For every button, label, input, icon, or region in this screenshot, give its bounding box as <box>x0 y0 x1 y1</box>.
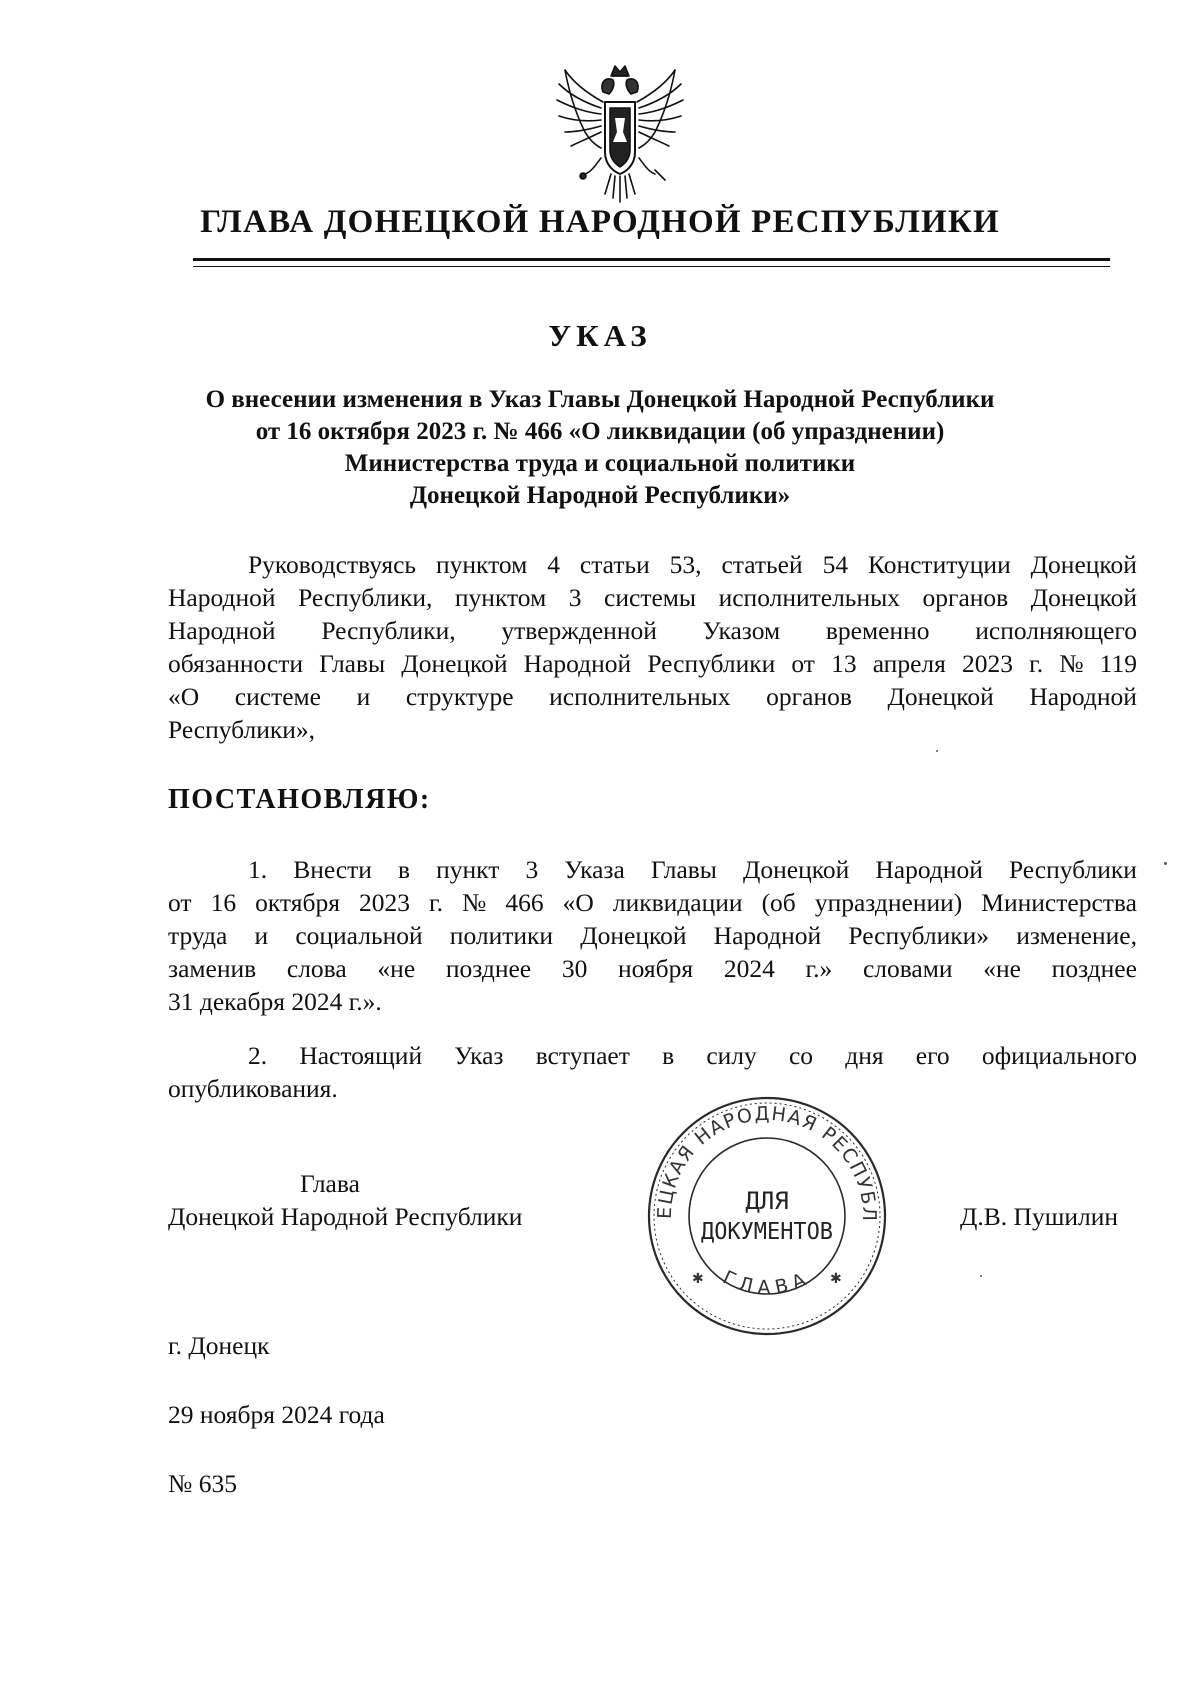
scan-speck <box>936 750 938 752</box>
scan-speck <box>980 1275 982 1277</box>
seal-ring-text-bottom: ГЛАВА <box>719 1266 815 1299</box>
paragraph-line: «О системе и структуре исполнительных органов Донецкой Народной <box>168 682 1137 711</box>
signer-role-line-1: Глава <box>300 1169 360 1198</box>
paragraph-line: Народной Республики, утвержденной Указом временно исполняющего <box>168 616 1137 645</box>
subject-line: О внесении изменения в Указ Главы Донецкой Народной Республики <box>205 386 995 413</box>
document-number: № 635 <box>168 1469 237 1498</box>
seal-center-line-1: ДЛЯ <box>745 1187 789 1215</box>
paragraph-line: труда и социальной политики Донецкой Народной Республики» изменение, <box>168 921 1137 950</box>
seal-ring-text-top: ЕЦКАЯ НАРОДНАЯ РЕСПУБЛ <box>653 1102 881 1223</box>
document-type-heading: УКАЗ <box>548 318 652 353</box>
document-subject <box>120 384 1080 512</box>
subject-line: от 16 октября 2023 г. № 466 «О ликвидации (об упразднении) <box>255 418 945 445</box>
seal-star-icon: ✱ <box>830 1271 842 1287</box>
paragraph-line: 2. Настоящий Указ вступает в силу со дня его официального <box>248 1041 1137 1070</box>
subject-line: Министерства труда и социальной политики <box>344 450 856 477</box>
preamble-paragraph <box>168 548 1137 746</box>
paragraph-line: Народной Республики, пунктом 3 системы исполнительных органов Донецкой <box>168 583 1137 612</box>
seal-center-line-2: ДОКУМЕНТОВ <box>701 1219 833 1245</box>
issuer-title: ГЛАВА ДОНЕЦКОЙ НАРОДНОЙ РЕСПУБЛИКИ <box>200 204 1000 240</box>
svg-text:ГЛАВА <box>719 1266 814 1298</box>
decree-item-1 <box>168 853 1137 1018</box>
header-rule-thick <box>193 258 1110 261</box>
decree-word: ПОСТАНОВЛЯЮ: <box>168 784 431 815</box>
paragraph-line: Республики», <box>168 715 316 744</box>
signer-name: Д.В. Пушилин <box>960 1202 1118 1231</box>
scan-speck <box>1164 862 1167 865</box>
subject-line: Донецкой Народной Республики» <box>409 482 791 509</box>
paragraph-line: от 16 октября 2023 г. № 466 «О ликвидации (об упразднении) Министерства <box>168 888 1137 917</box>
header-rule-thin <box>193 266 1110 267</box>
signing-city: г. Донецк <box>168 1331 270 1360</box>
paragraph-line: Руководствуясь пунктом 4 статьи 53, статьей 54 Конституции Донецкой <box>248 550 1137 579</box>
paragraph-line: 31 декабря 2024 г.». <box>168 987 382 1016</box>
paragraph-line: заменив слова «не позднее 30 ноября 2024 г.» словами «не позднее <box>168 954 1137 983</box>
document-date: 29 ноября 2024 года <box>168 1400 385 1429</box>
seal-star-icon: ✱ <box>692 1271 704 1287</box>
paragraph-line: опубликования. <box>168 1074 338 1103</box>
coat-of-arms-eagle-icon <box>555 62 685 210</box>
signer-role-line-2: Донецкой Народной Республики <box>168 1202 523 1231</box>
official-seal-stamp <box>644 1093 890 1339</box>
paragraph-line: 1. Внести в пункт 3 Указа Главы Донецкой Народной Республики <box>248 855 1137 884</box>
paragraph-line: обязанности Главы Донецкой Народной Республики от 13 апреля 2023 г. № 119 <box>168 649 1137 678</box>
